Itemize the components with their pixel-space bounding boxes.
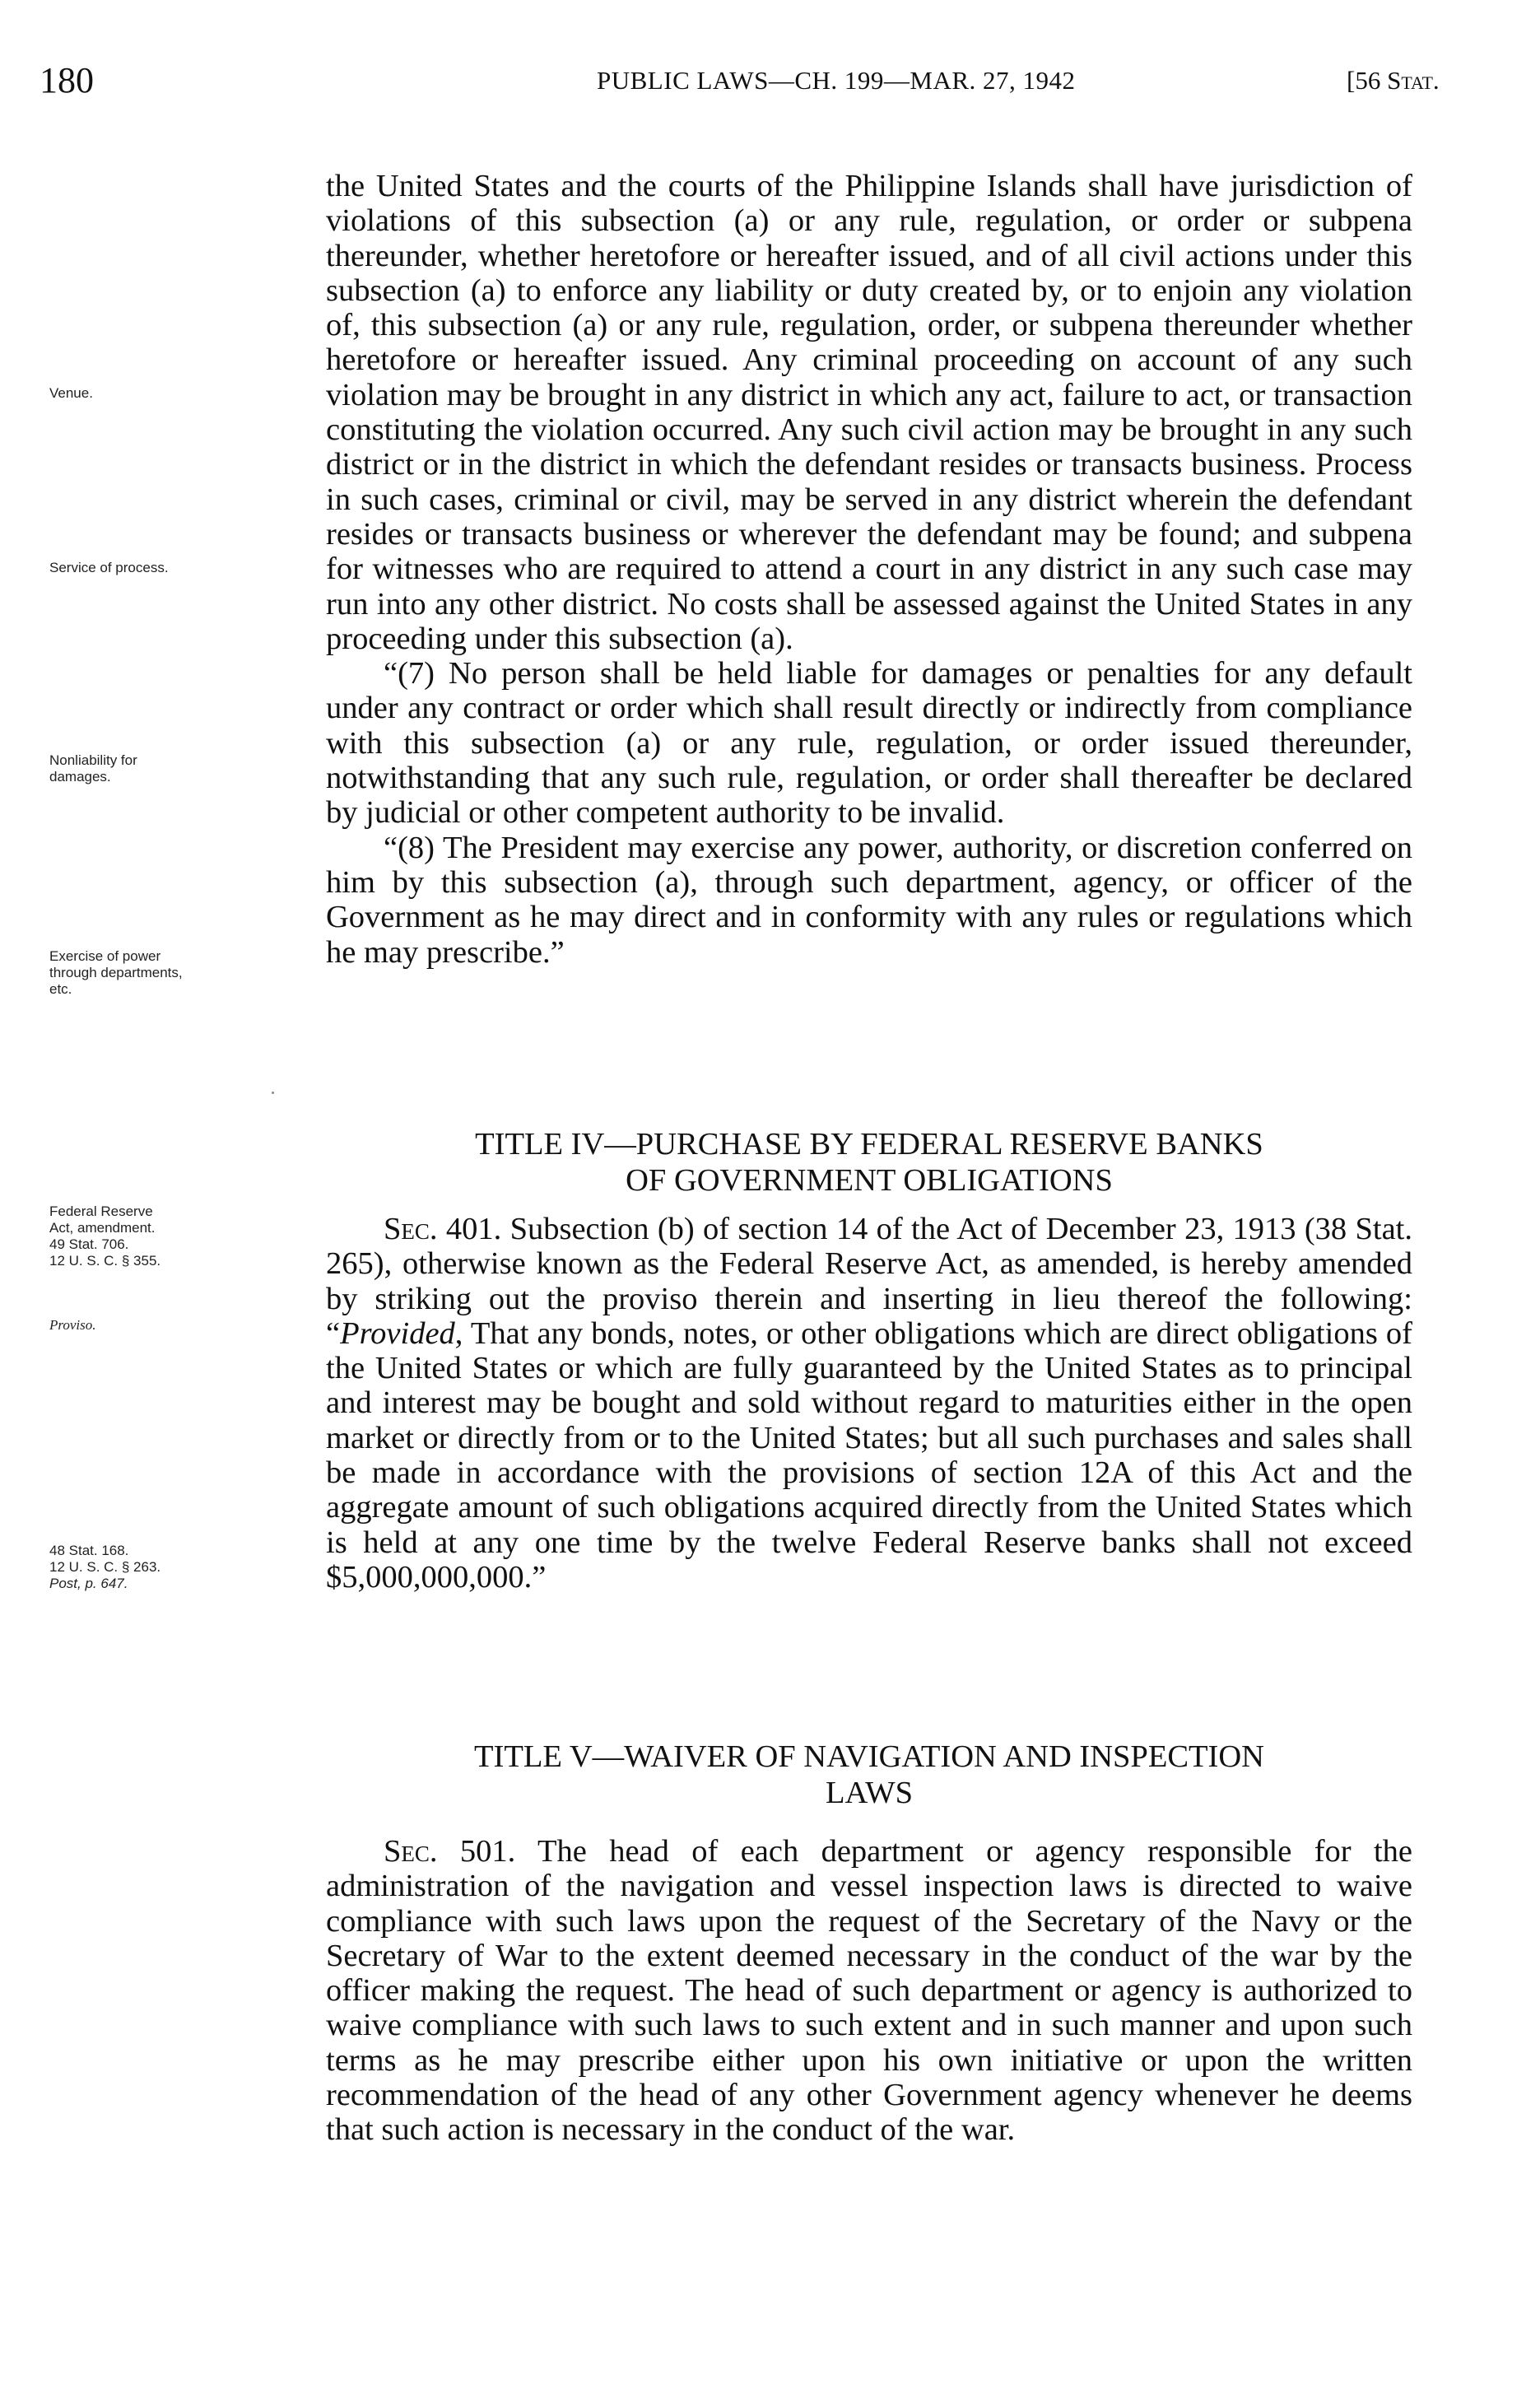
page-number: 180 — [40, 60, 94, 100]
running-title: PUBLIC LAWS—CH. 199—MAR. 27, 1942 — [597, 66, 1076, 95]
margin-note-service: Service of process. — [49, 560, 169, 575]
section-a-body — [326, 169, 1412, 970]
proviso-word: Provided — [340, 1315, 455, 1351]
paragraph — [326, 1834, 1412, 2148]
title-iv-heading — [326, 1126, 1412, 1199]
volume-reference: [56 Stat. — [1347, 66, 1440, 95]
paragraph: the United States and the courts of the Philippine Islands shall have jurisdiction of violations of this subsection (a) or any rule, regulation, or order or subpena thereunder, whether heretofore or hereafter issued, and of all civil actions under this subsection (a) to enforce any liability or duty created by, or to enjoin any violation of, this subsection (a) or any rule, regulation, order, or subpena thereunder whether heretofore or hereafter issued. Any criminal proceeding on account of any such violation may be brought in any district in which any act, failure to act, or transaction constituting the violation occurred. Any such civil action may be brought in any such district or in the district in which the defendant resides or transacts business. Process in such cases, criminal or civil, may be served in any district wherein the defendant resides or transacts business or wherever the defendant may be found; and subpena for witnesses who are required to attend a court in any district in any such case may run into any other district. No costs shall be assessed against the United States in any proceeding under this subsection (a). — [326, 169, 1412, 656]
margin-note-line: 12 U. S. C. § 355. — [49, 1253, 161, 1269]
margin-note-line: 48 Stat. 168. — [49, 1543, 129, 1558]
title-v-heading — [326, 1739, 1412, 1811]
margin-note-exercise — [49, 948, 321, 998]
text-run: Subsection (b) of section 14 of the Act of December 23, 1913 (38 Stat. 265), otherwise known as the Federal Reserve Act, as amended, is hereby amended by striking out the proviso therein and inserting in lieu thereof the following: “ — [326, 1212, 1412, 1351]
margin-note-venue: Venue. — [49, 385, 93, 401]
margin-note-line: etc. — [49, 981, 72, 997]
margin-note-federal-reserve — [49, 1203, 321, 1269]
margin-note-line: Act, amendment. — [49, 1220, 156, 1236]
page-header — [0, 59, 1540, 109]
text-run: , That any bonds, notes, or other obligations which are direct obligations of the United States or which are fully guaranteed by the United States as to principal and interest may be bought and sold without regard to maturities either in the open market or directly from or to the United States; but all such purchases and sales shall be made in accordance with the provisions of section 12A of this Act and the aggregate amount of such obligations acquired directly from the United States which is held at any one time by the twelve Federal Reserve banks shall not exceed $5,000,000,000.” — [326, 1315, 1412, 1595]
margin-note-nonliability — [49, 752, 321, 785]
heading-line: OF GOVERNMENT OBLIGATIONS — [626, 1163, 1113, 1198]
margin-note-line: 49 Stat. 706. — [49, 1236, 129, 1252]
margin-note-line: Exercise of power — [49, 948, 161, 964]
margin-note-line: 12 U. S. C. § 263. — [49, 1559, 161, 1575]
section-501-body — [326, 1834, 1412, 2148]
section-401-body — [326, 1212, 1412, 1595]
margin-note-line: Nonliability for — [49, 752, 137, 768]
margin-note-proviso: Proviso. — [49, 1317, 96, 1333]
margin-note-line: through departments, — [49, 965, 183, 980]
paragraph: “(7) No person shall be held liable for damages or penalties for any default under any contract or order which shall result directly or indirectly from compliance with this subsection (a) or any rule, regulation, or order issued thereunder, notwithstanding that any such rule, regulation, or order shall thereafter be declared by judicial or other competent authority to be invalid. — [326, 656, 1412, 831]
heading-line: LAWS — [826, 1776, 913, 1810]
margin-dot — [272, 1092, 274, 1094]
paragraph — [326, 1212, 1412, 1595]
paragraph: “(8) The President may exercise any power, authority, or discretion conferred on him by this subsection (a), through such department, agency, or officer of the Government as he may direct and in conformity with any rules or regulations which he may prescribe.” — [326, 830, 1412, 970]
margin-note-citations — [49, 1543, 321, 1592]
text-run: The head of each department or agency responsible for the administration of the navigation and vessel inspection laws is directed to waive compliance with such laws upon the request of the Secretary of the Navy or the Secretary of War to the extent deemed necessary in the conduct of the war by the officer making the request. The head of such department or agency is authorized to waive compliance with such laws to such extent and in such manner and upon such terms as he may prescribe either upon his own initiative or upon the written recommendation of the head of any other Government agency whenever he deems that such action is necessary in the conduct of the war. — [326, 1834, 1412, 2148]
margin-note-line: damages. — [49, 769, 111, 784]
heading-line: TITLE V—WAIVER OF NAVIGATION AND INSPECTION — [474, 1739, 1264, 1774]
margin-note-line: Federal Reserve — [49, 1203, 153, 1219]
section-label: Sec. 401. — [384, 1212, 502, 1246]
section-label: Sec. 501. — [384, 1834, 516, 1869]
margin-note-line: Post, p. 647. — [49, 1576, 128, 1591]
heading-line: TITLE IV—PURCHASE BY FEDERAL RESERVE BANKS — [475, 1127, 1263, 1162]
